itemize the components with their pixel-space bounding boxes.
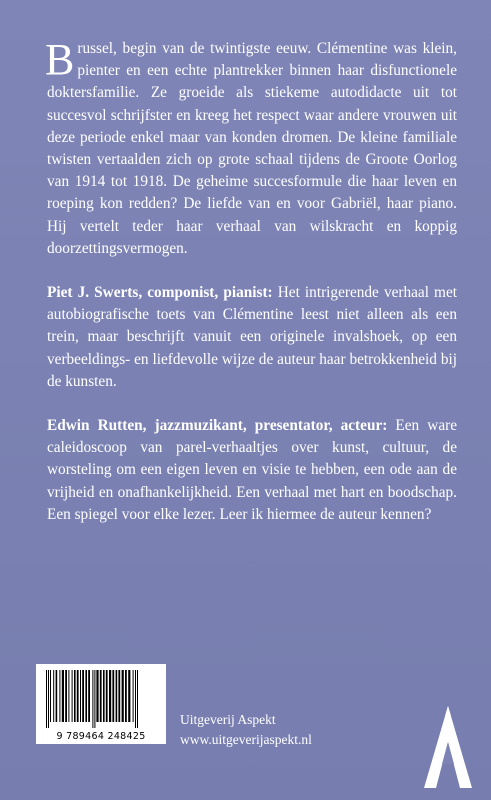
- publisher-website: www.uitgeverijaspekt.nl: [180, 732, 312, 747]
- review-rutten-text: Een ware caleidoscoop van parel-verhaaltjes over kunst, cultuur, de worsteling om een eigen leven en visie te hebben, een ode aan de vrijheid en onafhankelijkheid. Een verhaal met hart en boodschap. Een spiegel voor elke lezer. Leer ik hiermee de auteur kennen?: [47, 417, 457, 523]
- drop-cap: B: [45, 35, 75, 84]
- isbn-number: 9 789464 248425: [56, 731, 146, 742]
- aspekt-logo-icon: [418, 702, 478, 792]
- review-swerts-text: Het intrigerende verhaal met autobiografische toets van Clémentine leest niet alleen als een trein, maar beschrijft vanuit een originele invalshoek, op een verbeeldings- en liefdevolle wijze de auteur haar betrokkenheid bij de kunsten.: [47, 284, 457, 390]
- publisher-info: [180, 710, 312, 750]
- review-swerts-author: Piet J. Swerts, componist, pianist:: [47, 284, 273, 302]
- review-rutten-author: Edwin Rutten, jazzmuzikant, presentator, acteur:: [47, 417, 388, 435]
- publisher-name: Uitgeverij Aspekt: [180, 712, 276, 727]
- blurb: [45, 35, 457, 548]
- review-swerts: [47, 282, 457, 393]
- intro-paragraph: [45, 35, 457, 260]
- barcode: [36, 664, 166, 744]
- intro-text: russel, begin van de twintigste eeuw. Clémentine was klein, pienter en een echte plantrekker binnen haar disfunctionele doktersfamilie. Ze groeide als stiekeme autodidacte uit tot succesvol schrijfster en kreeg het respect waar andere vrouwen uit deze periode enkel maar van konden dromen. De kleine familiale twisten vertaalden zich op grote schaal tijdens de Groote Oorlog van 1914 tot 1918. De geheime succesformule die haar leven en roeping kon redden? De liefde van en voor Gabriël, haar piano. Hij vertelt teder haar verhaal van wilskracht en koppig doorzettingsvermogen.: [47, 40, 457, 257]
- barcode-bars: [44, 670, 158, 728]
- review-rutten: [47, 415, 457, 526]
